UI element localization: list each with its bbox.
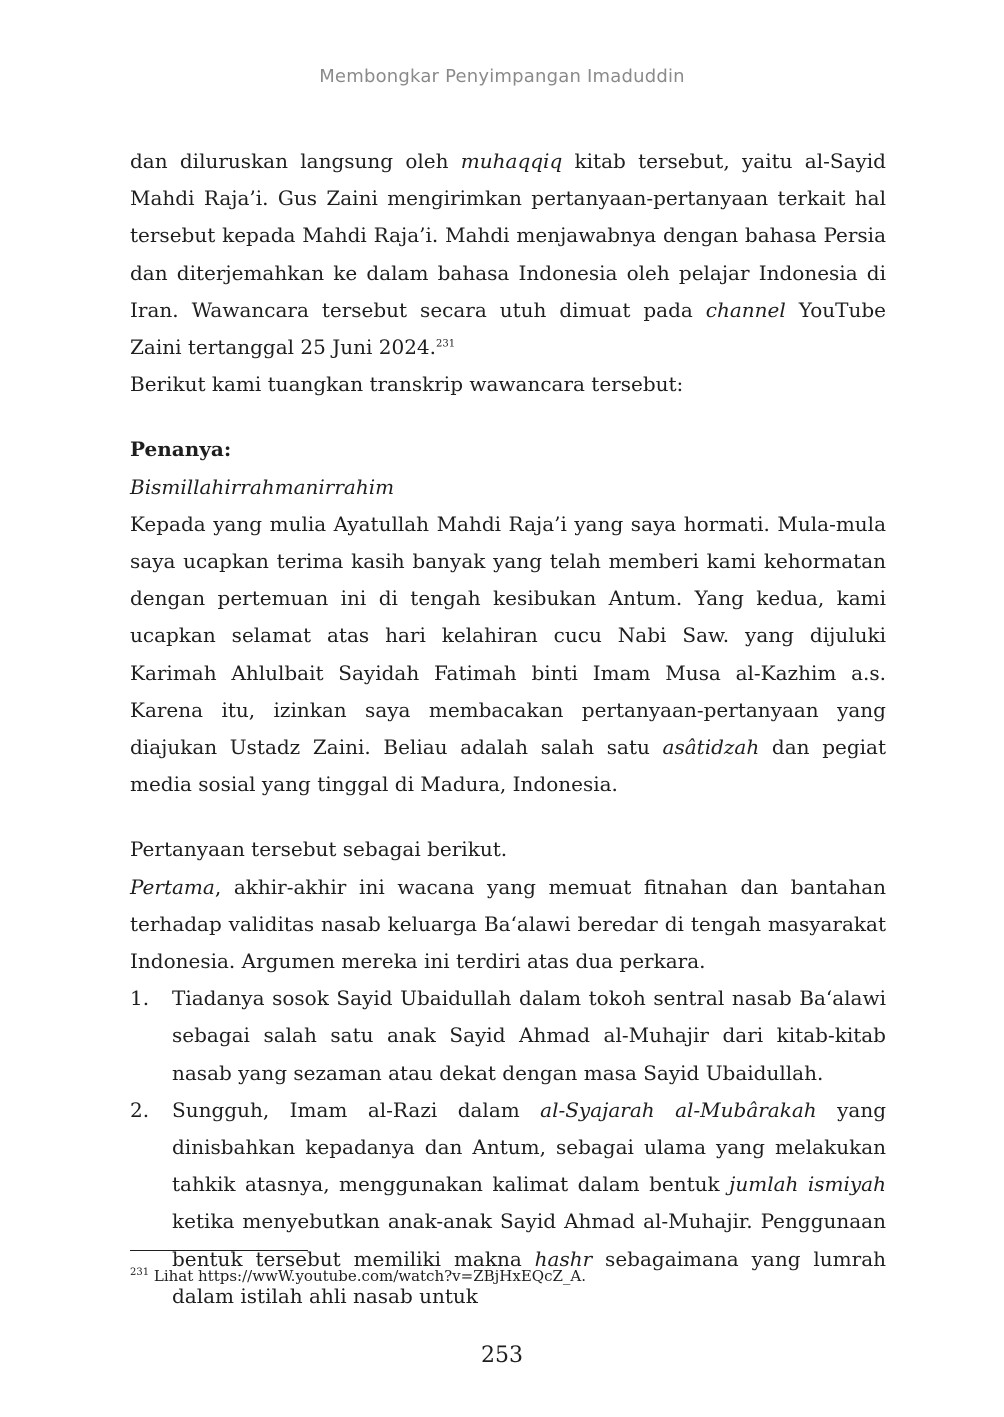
text-run: Kepada yang mulia Ayatullah Mahdi Raja’i yang saya hormati. Mula-mula saya ucapkan terima kasih banyak yang telah memberi kami kehormatan dengan pertemuan ini di tengah kesibukan Antum. Yang kedua, kami ucapkan selamat atas hari kelahiran cucu Nabi Saw. yang dijuluki Karimah Ahlulbait Sayidah Fatimah binti Imam Musa al-Kazhim a.s. Karena itu, izinkan saya membacakan pertanyaan-pertanyaan yang diajukan Ustadz Zaini. Beliau adalah salah satu: [130, 511, 886, 760]
italic-term: jumlah ismiyah: [729, 1172, 886, 1197]
footnote-divider: [130, 1250, 308, 1251]
speaker-heading: Penanya:: [130, 437, 232, 462]
footnote-reference: 231: [436, 338, 456, 350]
first-question-paragraph: [130, 869, 886, 981]
text-run: ketika menyebutkan anak-anak Sayid Ahmad al-Muhajir. Penggunaan bentuk tersebut memiliki makna: [172, 1209, 886, 1271]
running-head: Membongkar Penyimpangan Imaduddin: [319, 66, 685, 87]
list-number: 1.: [130, 986, 150, 1011]
italic-term: al-Syajarah al-Mubârakah: [540, 1097, 817, 1122]
body-text: [130, 143, 886, 1315]
italic-term: asâtidzah: [662, 735, 760, 760]
text-run: kitab tersebut, yaitu al-Sayid Mahdi Raja’i. Gus Zaini mengirimkan pertanyaan-pertanyaan terkait hal tersebut kepada Mahdi Raja’i. Mahdi menjawabnya dengan bahasa Persia dan diterjemahkan ke dalam bahasa Indonesia oleh pelajar Indonesia di Iran. Wawancara tersebut secara utuh dimuat pada: [130, 149, 886, 322]
list-item: [130, 980, 886, 1092]
italic-term: channel: [705, 297, 786, 322]
text-run: dan pegiat media sosial yang tinggal di Madura, Indonesia.: [130, 735, 886, 797]
text-run: YouTube Zaini tertanggal 25 Juni 2024.: [130, 297, 886, 360]
basmala: [130, 469, 886, 506]
intro-paragraph-2: Berikut kami tuangkan transkrip wawancara tersebut:: [130, 372, 684, 397]
footnote: [130, 1265, 886, 1287]
text-run: yang dinisbahkan kepadanya dan Antum, sebagai ulama yang melakukan tahkik atasnya, menggunakan kalimat dalam bentuk: [172, 1097, 886, 1197]
question-intro: Pertanyaan tersebut sebagai berikut.: [130, 837, 508, 862]
basmala-text: Bismillahirrahmanirrahim: [130, 474, 395, 499]
italic-term: muhaqqiq: [460, 149, 563, 173]
interview-paragraph: [130, 506, 886, 804]
text-run: Sungguh, Imam al-Razi dalam: [172, 1097, 541, 1122]
italic-term: hashr: [534, 1246, 593, 1271]
footnote-number: 231: [130, 1267, 150, 1278]
footnote-text: Lihat https://wwW.youtube.com/watch?v=ZBjHxEQcZ_A.: [149, 1267, 587, 1285]
text-run: sebagaimana yang lumrah dalam istilah ahli nasab untuk: [172, 1246, 886, 1308]
intro-paragraph: [130, 143, 886, 366]
list-number: 2.: [130, 1097, 150, 1122]
list-item-text: Tiadanya sosok Sayid Ubaidullah dalam tokoh sentral nasab Ba‘alawi sebagai salah satu anak Sayid Ahmad al-Muhajir dari kitab-kitab nasab yang sezaman atau dekat dengan masa Sayid Ubaidullah.: [172, 986, 886, 1085]
page-number: 253: [481, 1343, 523, 1368]
text-run: , akhir-akhir ini wacana yang memuat fitnahan dan bantahan terhadap validitas nasab keluarga Ba‘alawi beredar di tengah masyarakat Indonesia. Argumen mereka ini terdiri atas dua perkara.: [130, 874, 886, 974]
text-run: dan diluruskan langsung oleh: [130, 149, 461, 173]
italic-term: Pertama: [130, 874, 215, 899]
